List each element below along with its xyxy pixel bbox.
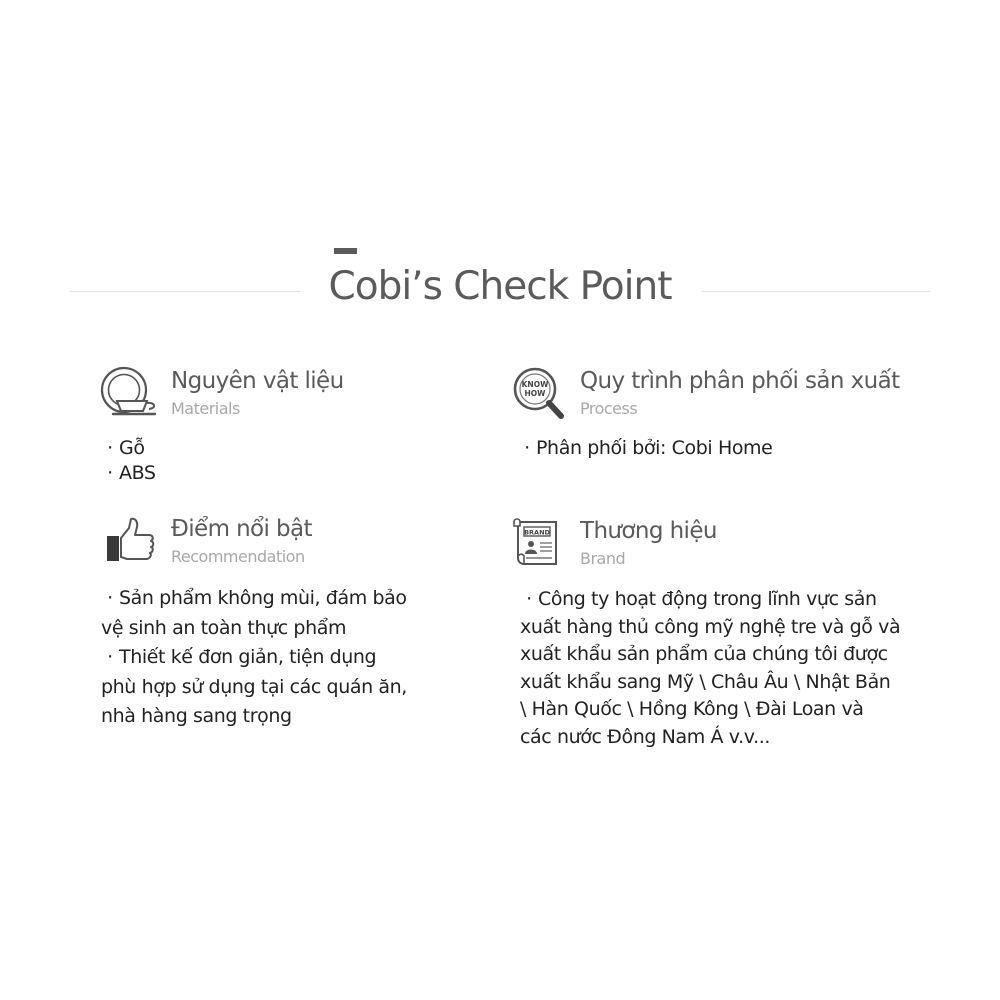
thumbs-up-icon <box>99 514 163 570</box>
section-subtitle: Materials <box>171 399 240 418</box>
materials-list <box>101 436 156 486</box>
bullet: · <box>526 588 532 610</box>
section-subtitle: Process <box>580 399 638 418</box>
list-item-text: Thiết kế đơn giản, tiện dụng <box>119 646 377 668</box>
title-rule-left <box>70 291 300 292</box>
know-how-magnifier-icon <box>508 366 572 422</box>
list-item <box>101 436 156 461</box>
list-item <box>520 614 920 642</box>
list-item <box>101 673 451 703</box>
list-item <box>101 614 451 644</box>
section-process <box>508 366 938 466</box>
list-item-text: nhà hàng sang trọng <box>101 705 292 727</box>
bullet: · <box>524 437 530 459</box>
list-item-text: xuất khẩu sang Mỹ \ Châu Âu \ Nhật Bản <box>520 670 891 693</box>
recommendation-list <box>101 584 451 732</box>
list-item <box>520 696 920 724</box>
title-block <box>0 246 1000 316</box>
bullet: · <box>107 646 113 668</box>
list-item <box>101 584 451 614</box>
list-item <box>518 436 772 461</box>
section-subtitle: Recommendation <box>171 547 305 566</box>
title-accent-mark <box>334 248 357 254</box>
title-rule-right <box>702 291 930 292</box>
list-item-text: Phân phối bởi: Cobi Home <box>536 437 773 459</box>
section-title: Quy trình phân phối sản xuất <box>580 368 900 394</box>
bullet: · <box>107 437 113 459</box>
section-title: Nguyên vật liệu <box>171 368 344 394</box>
bullet: · <box>107 462 113 484</box>
dish-icon <box>99 366 163 422</box>
section-brand <box>508 516 938 756</box>
list-item <box>520 586 920 614</box>
list-item-text: phù hợp sử dụng tại các quán ăn, <box>101 675 407 698</box>
bullet: · <box>107 587 113 609</box>
section-recommendation <box>99 514 479 734</box>
brand-label: BRAND <box>524 528 550 537</box>
list-item <box>520 724 920 752</box>
list-item <box>101 702 451 732</box>
list-item-text: các nước Đông Nam Á v.v... <box>520 725 770 748</box>
know-text: KNOW <box>521 380 549 389</box>
list-item <box>520 641 920 669</box>
list-item <box>101 643 451 673</box>
list-item-text: xuất hàng thủ công mỹ nghệ tre và gỗ và <box>520 615 901 638</box>
list-item-text: Sản phẩm không mùi, đám bảo <box>119 587 407 609</box>
list-item-text: Công ty hoạt động trong lĩnh vực sản <box>538 588 877 610</box>
brand-list <box>520 586 920 752</box>
list-item <box>520 669 920 697</box>
section-title: Điểm nổi bật <box>171 516 312 542</box>
section-materials <box>99 366 479 496</box>
list-item-text: \ Hàn Quốc \ Hồng Kông \ Đài Loan và <box>520 698 864 721</box>
section-title: Thương hiệu <box>580 518 717 544</box>
list-item-text: vệ sinh an toàn thực phẩm <box>101 616 347 639</box>
list-item-text: Gỗ <box>119 437 145 459</box>
how-text: HOW <box>524 389 546 398</box>
page-title: Cobi’s Check Point <box>328 264 672 309</box>
section-subtitle: Brand <box>580 549 626 568</box>
list-item <box>101 461 156 486</box>
process-list <box>518 436 772 461</box>
list-item-text: xuất khẩu sản phẩm của chúng tôi được <box>520 643 888 666</box>
list-item-text: ABS <box>119 462 156 484</box>
brand-certificate-icon <box>508 516 572 572</box>
